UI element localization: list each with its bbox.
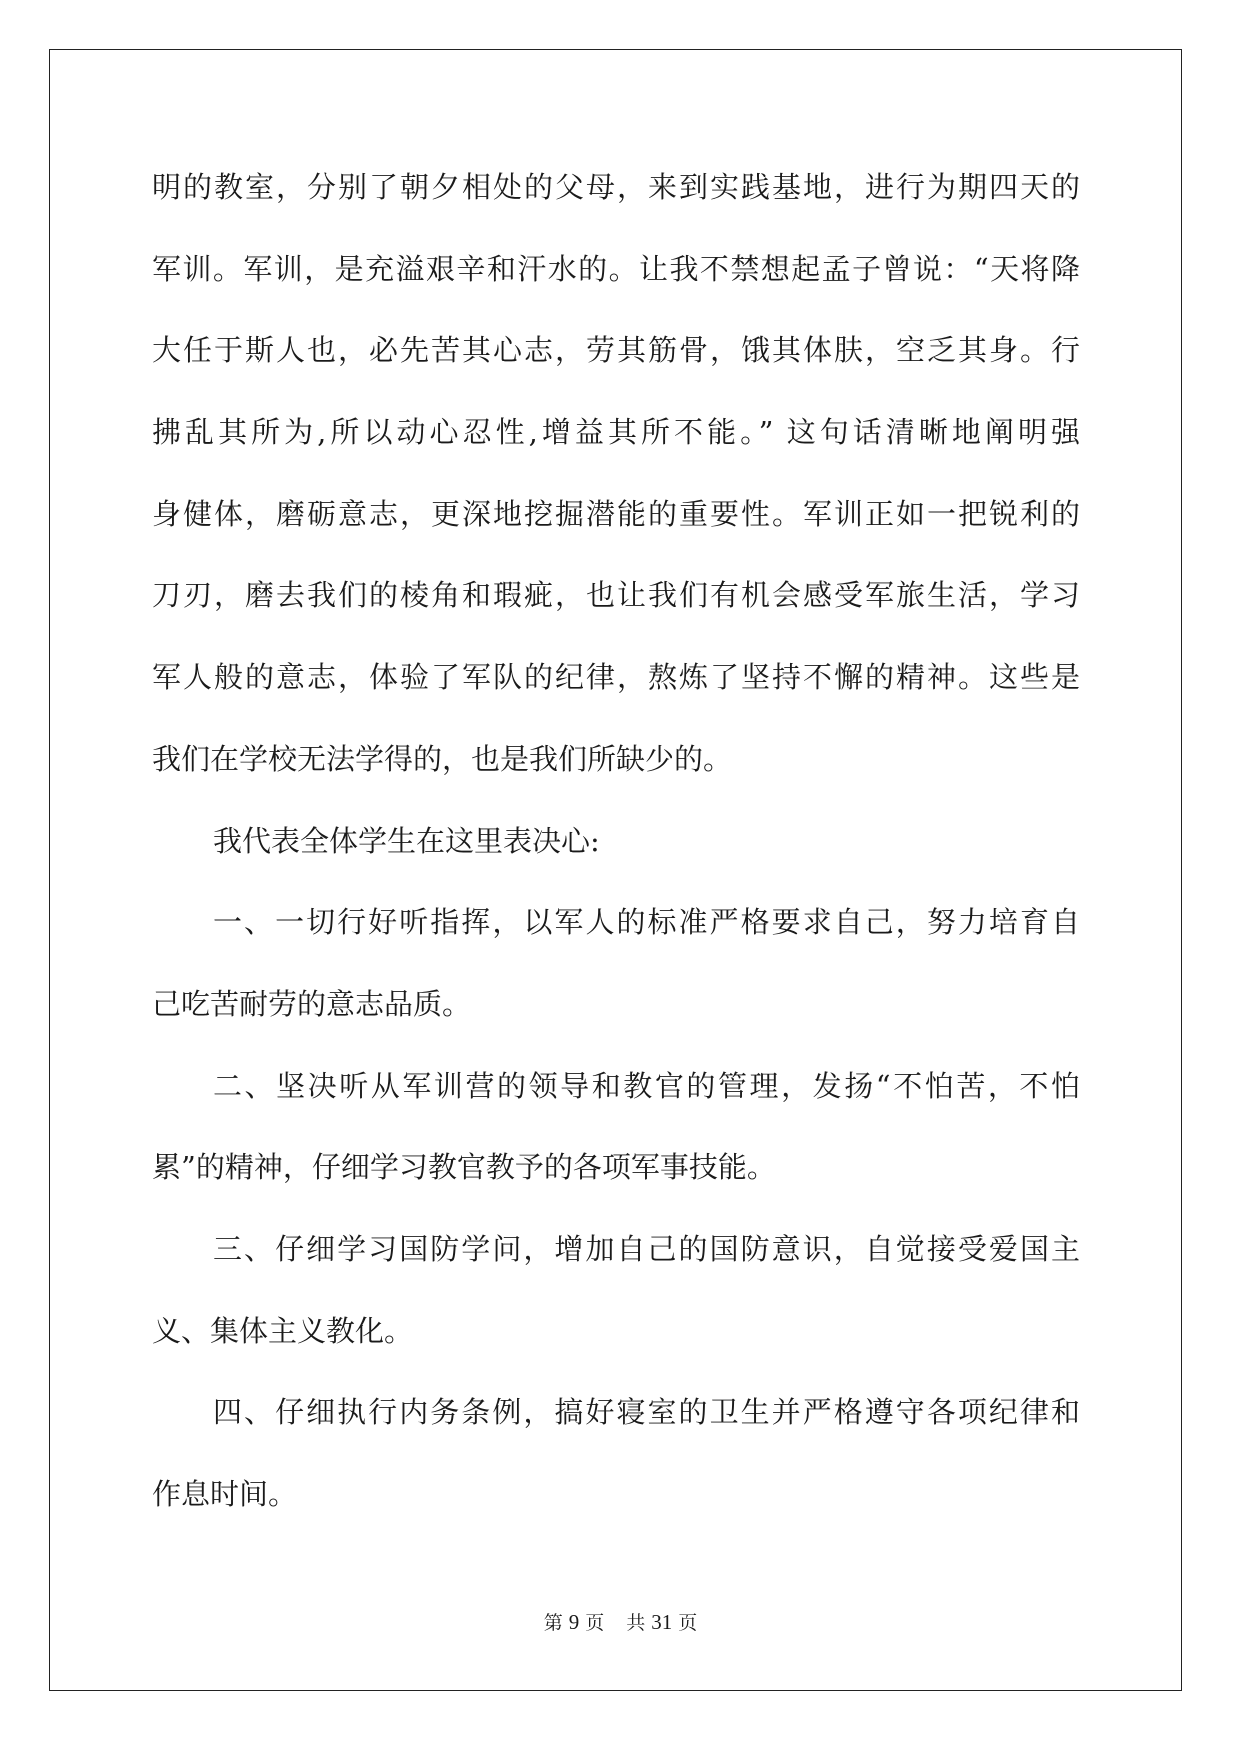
page-footer — [0, 1608, 1241, 1635]
body-line: 刀刃，磨去我们的棱角和瑕疵，也让我们有机会感受军旅生活，学习 — [152, 578, 1080, 612]
total-pages: 31 — [651, 1610, 673, 1634]
body-line: 二、坚决听从军训营的领导和教官的管理，发扬“不怕苦，不怕 — [213, 1069, 1080, 1103]
body-line: 累”的精神，仔细学习教官教予的各项军事技能。 — [152, 1150, 776, 1184]
body-line: 大任于斯人也，必先苦其心志，劳其筋骨，饿其体肤，空乏其身。行 — [152, 333, 1080, 367]
body-line: 三、仔细学习国防学问，增加自己的国防意识，自觉接受爱国主 — [213, 1232, 1080, 1266]
body-line: 军训。军训，是充溢艰辛和汗水的。让我不禁想起孟子曾说：“天将降 — [152, 252, 1080, 286]
body-line: 拂乱其所为,所以动心忍性,增益其所不能。” 这句话清晰地阐明强 — [152, 415, 1080, 449]
body-line: 义、集体主义教化。 — [152, 1314, 414, 1348]
body-line: 军人般的意志，体验了军队的纪律，熬炼了坚持不懈的精神。这些是 — [152, 660, 1080, 694]
page-border — [49, 49, 1182, 1691]
body-line: 己吃苦耐劳的意志品质。 — [152, 987, 472, 1021]
total-suffix: 页 — [678, 1612, 698, 1634]
page-suffix: 页 — [585, 1612, 605, 1634]
body-line: 身健体，磨砺意志，更深地挖掘潜能的重要性。军训正如一把锐利的 — [152, 497, 1080, 531]
page-number: 9 — [568, 1610, 580, 1634]
body-line: 我们在学校无法学得的，也是我们所缺少的。 — [152, 742, 733, 776]
body-line: 明的教室，分别了朝夕相处的父母，来到实践基地，进行为期四天的 — [152, 170, 1080, 204]
body-line: 作息时间。 — [152, 1477, 298, 1511]
total-prefix: 共 — [626, 1612, 646, 1634]
body-line: 四、仔细执行内务条例，搞好寝室的卫生并严格遵守各项纪律和 — [213, 1395, 1080, 1429]
page-prefix: 第 — [543, 1612, 563, 1634]
body-line: 我代表全体学生在这里表决心: — [213, 824, 600, 858]
body-line: 一、一切行好听指挥，以军人的标准严格要求自己，努力培育自 — [213, 905, 1080, 939]
